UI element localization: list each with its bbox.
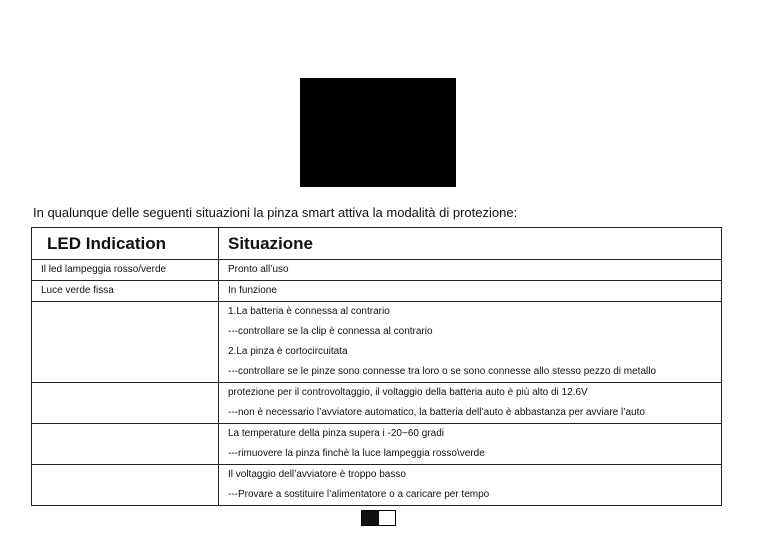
situation-cell [219,281,722,302]
situation-line: protezione per il controvoltaggio, il voltaggio della batteria auto è più alto di 12.6V [228,387,588,398]
led-cell [32,281,219,302]
led-text [41,424,218,444]
intro-text: In qualunque delle seguenti situazioni la pinza smart attiva la modalità di protezione: [33,205,518,220]
situation-line: In funzione [228,285,277,296]
situation-line: La temperature della pinza supera i -20~60 gradi [228,428,444,439]
situation-cell [219,383,722,424]
table-row [32,383,722,424]
situation-line: Pronto all’uso [228,264,289,275]
led-cell [32,424,219,465]
page-marker [361,510,396,526]
led-text [41,302,218,322]
table-row [32,281,722,302]
header-situazione: Situazione [219,228,722,260]
table-row [32,465,722,506]
situation-line: ---Provare a sostituire l’alimentatore o a caricare per tempo [228,489,490,500]
led-cell [32,383,219,424]
header-led-indication: LED Indication [32,228,219,260]
table-row [32,302,722,383]
situation-line: ---controllare se la clip è connessa al contrario [228,326,433,337]
page-marker-light-half [379,511,395,525]
page-marker-dark-half [362,511,379,525]
led-indication-table [31,227,722,506]
situation-line: ---rimuovere la pinza finchè la luce lampeggia rosso\verde [228,448,485,459]
led-text: Luce verde fissa [41,285,114,296]
led-cell [32,465,219,506]
table-header-row [32,228,722,260]
table-row [32,260,722,281]
situation-line: Il voltaggio dell’avviatore è troppo basso [228,469,406,480]
situation-line: 2.La pinza è cortocircuitata [228,346,348,357]
led-text: Il led lampeggia rosso/verde [41,264,167,275]
led-text [41,465,218,485]
black-image-placeholder [300,78,456,187]
led-cell [32,260,219,281]
led-cell [32,302,219,383]
situation-cell [219,424,722,465]
situation-cell [219,260,722,281]
situation-cell [219,302,722,383]
led-text [41,383,218,403]
situation-line: ---non è necessario l’avviatore automatico, la batteria dell’auto è abbastanza per avviare l’auto [228,407,645,418]
table-row [32,424,722,465]
situation-cell [219,465,722,506]
situation-line: 1.La batteria è connessa al contrario [228,306,390,317]
situation-line: ---controllare se le pinze sono connesse tra loro o se sono connesse allo stesso pezzo di metallo [228,366,657,377]
